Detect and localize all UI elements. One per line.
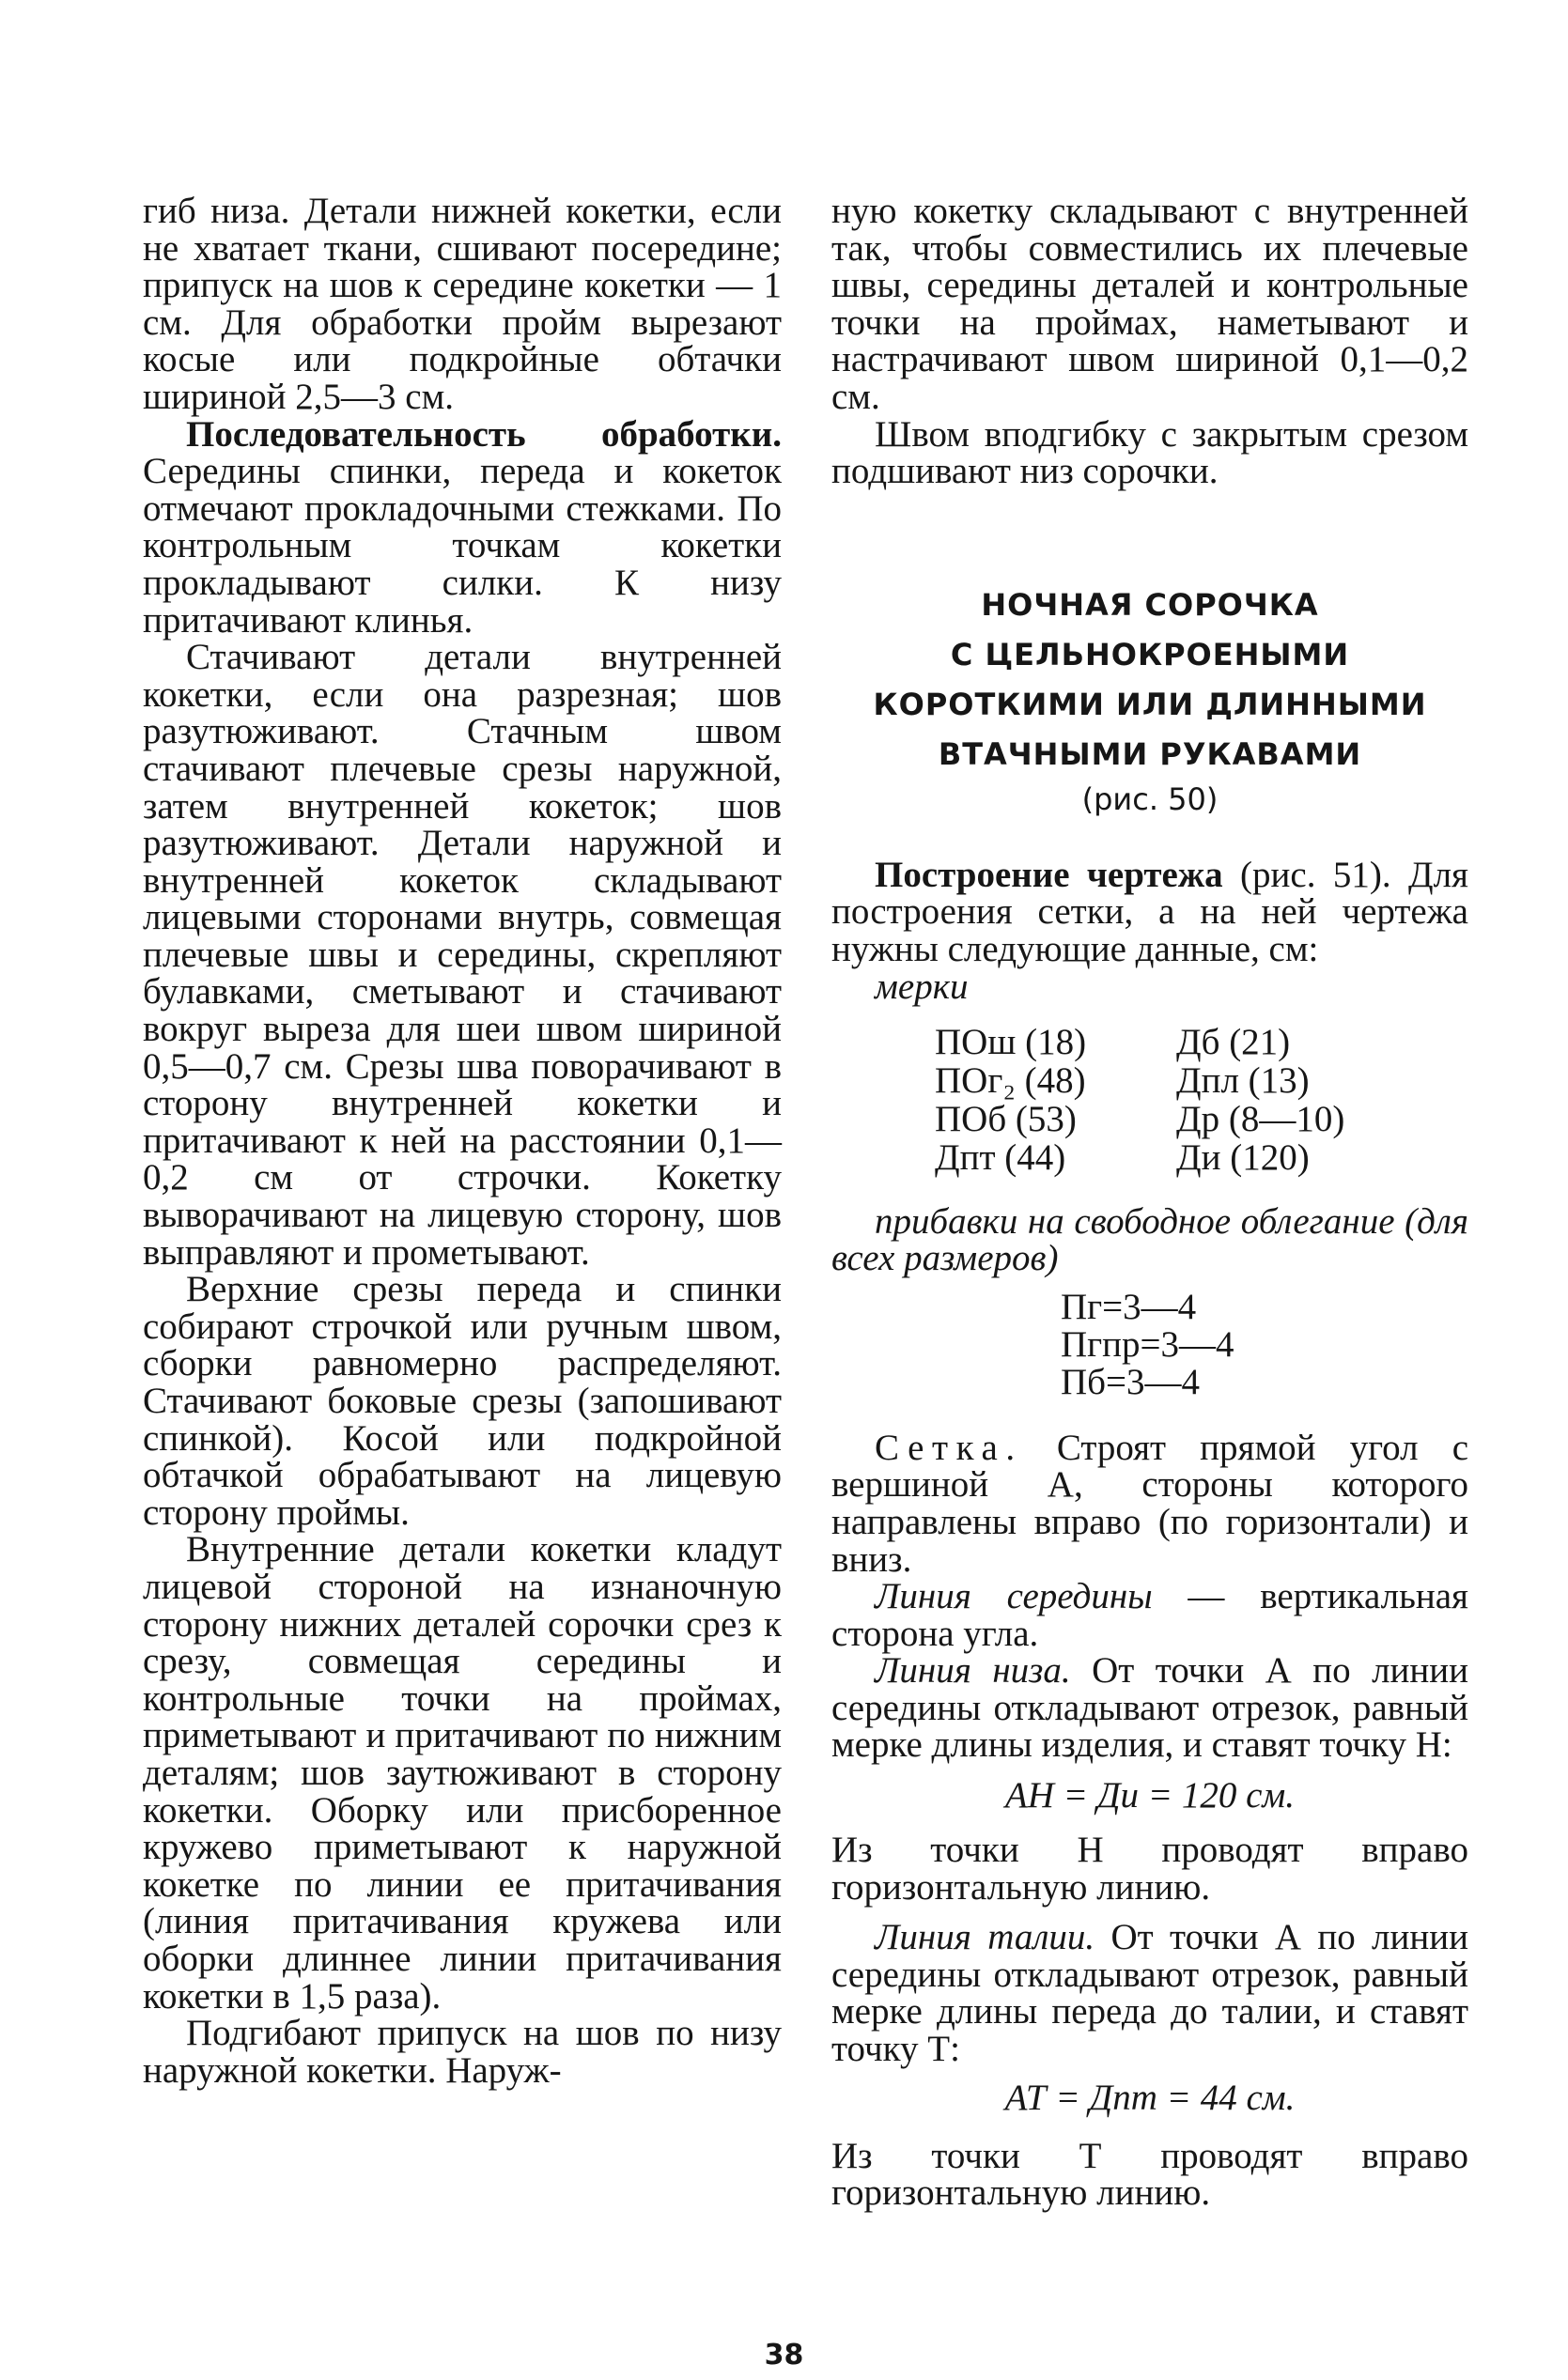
left-paragraph-2 [143,413,782,641]
right-paragraph-2: Швом вподгибку с закрытым срезом подшивают низ сорочки. [831,413,1468,492]
section-title-line-3: КОРОТКИМИ ИЛИ ДЛИННЫМИ [873,686,1427,722]
middle-line-text: — вертикальная сторона угла. [831,1576,1468,1654]
left-paragraph-2-text: Середины спинки, переда и кокеток отмечают прокладочными стежками. По контрольным точкам кокетки прокладывают силки. К низу притачивают клинья. [143,451,782,641]
measures-label: мерки [875,966,969,1007]
section-title-line-2: С ЦЕЛЬНОКРОЕНЫМИ [950,636,1350,672]
grid-paragraph [831,1427,1469,1580]
section-title [831,580,1468,780]
left-paragraph-1: гиб низа. Детали нижней кокетки, если не хватает ткани, сшивают посередине; припуск на шов к середине кокетки — 1 см. Для обработки пройм вырезают косые или подкройные обтачки шириной 2,5—3 см. [143,191,782,417]
measure-cell: Др (8—10) [1176,1098,1345,1139]
measures-row [935,1061,1344,1100]
left-column [143,193,782,2089]
formula-at: АТ = Дпт = 44 см. [1004,2077,1296,2118]
left-paragraph-4: Верхние срезы переда и спинки собирают строчкой или ручным швом, сборки равномерно распределяют. Стачивают боковые срезы (запошивают спинкой). Косой или подкройной обтачкой обрабатывают на лицевую сторону проймы. [143,1269,782,1533]
formula-ah: АН = Ди = 120 см. [1004,1775,1296,1816]
from-point-t: Из точки Т проводят вправо горизонтальную линию. [831,2135,1468,2214]
measure-cell: ПОш (18) [935,1021,1087,1062]
allowances-label: прибавки на свободное облегание (для всех размеров) [831,1200,1468,1279]
measures-row [935,1100,1344,1138]
measure-cell: ПОб (53) [935,1098,1077,1139]
section-title-line-4: ВТАЧНЫМИ РУКАВАМИ [938,735,1362,772]
middle-line-heading: Линия середины [875,1576,1153,1617]
waist-line-text: От точки А по линии середины откладывают отрезок, равный мерке длины переда до талии, и ставят точку Т: [831,1917,1468,2070]
bottom-line-paragraph [831,1652,1468,1764]
measure-cell: Дпт (44) [935,1136,1066,1178]
bottom-line-text: От точки А по линии середины откладывают отрезок, равный мерке длины изделия, и ставят точку Н: [831,1650,1469,1766]
construction-text: (рис. 51). Для построения сетки, а на ней чертежа нужны следующие данные, см: [831,854,1468,969]
construction-heading: Построение чертежа [875,854,1223,895]
allowance-item: Пгпр=3—4 [1061,1323,1234,1365]
right-column [831,193,1468,2212]
bottom-line-heading: Линия низа. [875,1650,1071,1692]
from-point-h: Из точки Н проводят вправо горизонтальную линию. [831,1830,1468,1908]
measures-row [935,1138,1344,1177]
section-title-line-1: НОЧНАЯ СОРОЧКА [981,586,1319,623]
measures-row [935,1023,1344,1061]
waist-line-heading: Линия талии. [875,1917,1095,1958]
measure-cell: ПОг₂ (48) [935,1059,1086,1101]
middle-line-paragraph [831,1578,1468,1652]
figure-reference: (рис. 50) [1081,780,1219,817]
left-paragraph-5: Внутренние детали кокетки кладут лицевой стороной на изнаночную сторону нижних деталей сорочки срез к срезу, совмещая середины и контрольные точки на проймах, приметывают и притачивают по нижним деталям; шов заутюживают в сторону кокетки. Оборку или присборенное кружево приметывают к наружной кокетке по линии ее притачивания (линия притачивания кружева или оборки длиннее линии притачивания кокетки в 1,5 раза). [143,1529,782,2017]
allowance-item: Пг=3—4 [1061,1286,1197,1327]
waist-line-paragraph [831,1917,1468,2070]
construction-paragraph [831,854,1468,969]
section-heading-sequence: Последовательность обработки. [186,413,782,455]
left-paragraph-6: Подгибают припуск на шов по низу наружной кокетки. Наруж- [143,2013,782,2091]
allowance-item: Пб=3—4 [1061,1361,1201,1402]
page-number: 38 [764,2339,804,2372]
grid-heading: Сетка. [875,1427,1023,1468]
measure-cell: Ди (120) [1176,1136,1310,1178]
measures-table [935,1023,1344,1177]
measure-cell: Дпл (13) [1176,1059,1310,1101]
measure-cell: Дб (21) [1176,1021,1291,1062]
grid-text: Строят прямой угол с вершиной А, стороны которого направлены вправо (по горизонтали) и вниз. [831,1427,1469,1580]
left-paragraph-3: Стачивают детали внутренней кокетки, если она разрезная; шов разутюживают. Стачным швом стачивают плечевые срезы наружной, затем внутренней кокеток; шов разутюживают. Детали наружной и внутренней кокеток складывают лицевыми сторонами внутрь, совмещая плечевые швы и середины, скрепляют булавками, сметывают и стачивают вокруг выреза для шеи швом шириной 0,5—0,7 см. Срезы шва поворачивают в сторону внутренней кокетки и притачивают к ней на расстоянии 0,1—0,2 см от строчки. Кокетку выворачивают на лицевую сторону, шов выправляют и прометывают. [143,637,782,1273]
right-paragraph-1: ную кокетку складывают с внутренней так, чтобы совместились их плечевые швы, середины деталей и контрольные точки на проймах, наметывают и настрачивают швом шириной 0,1—0,2 см. [831,191,1468,417]
allowances-list [831,1286,1468,1402]
